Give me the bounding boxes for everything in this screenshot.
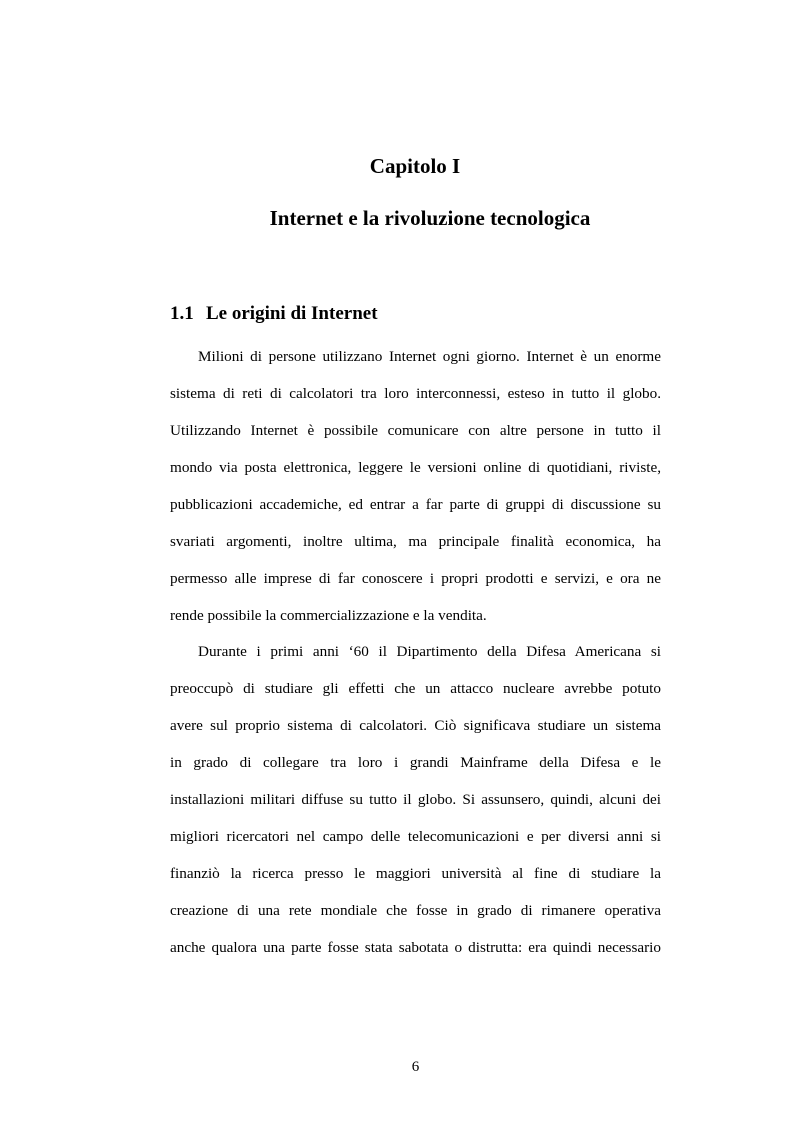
text-line: creazione di una rete mondiale che fosse in grado di rimanere operativa (170, 902, 661, 919)
chapter-label: Capitolo I (369, 154, 461, 178)
text-line: svariati argomenti, inoltre ultima, ma principale finalità economica, ha (170, 533, 661, 550)
text-line: Utilizzando Internet è possibile comunicare con altre persone in tutto il (170, 422, 661, 439)
chapter-title: Internet e la rivoluzione tecnologica (269, 206, 591, 230)
text-line: finanziò la ricerca presso le maggiori università al fine di studiare la (170, 865, 661, 882)
text-line: avere sul proprio sistema di calcolatori. Ciò significava studiare un sistema (170, 717, 661, 734)
text-line: Durante i primi anni ‘60 il Dipartimento della Difesa Americana si (198, 643, 661, 660)
text-line: pubblicazioni accademiche, ed entrar a far parte di gruppi di discussione su (170, 496, 661, 513)
text-line: mondo via posta elettronica, leggere le versioni online di quotidiani, riviste, (170, 459, 661, 476)
text-line: in grado di collegare tra loro i grandi Mainframe della Difesa e le (170, 754, 661, 771)
paragraph-1 (170, 338, 661, 634)
text-line: permesso alle imprese di far conoscere i propri prodotti e servizi, e ora ne (170, 570, 661, 587)
section-number: 1.1 (170, 303, 194, 324)
text-line: sistema di reti di calcolatori tra loro interconnessi, esteso in tutto il globo. (170, 385, 661, 402)
text-line: anche qualora una parte fosse stata sabotata o distrutta: era quindi necessario (170, 939, 661, 956)
text-line: rende possibile la commercializzazione e la vendita. (170, 607, 487, 624)
text-line: migliori ricercatori nel campo delle telecomunicazioni e per diversi anni si (170, 828, 661, 845)
page-number: 6 (411, 1059, 420, 1075)
text-line: Milioni di persone utilizzano Internet ogni giorno. Internet è un enorme (198, 348, 661, 365)
section-title: Le origini di Internet (206, 303, 378, 324)
text-line: preoccupò di studiare gli effetti che un attacco nucleare avrebbe potuto (170, 680, 661, 697)
section-heading (170, 302, 378, 326)
text-line: installazioni militari diffuse su tutto il globo. Si assunsero, quindi, alcuni dei (170, 791, 661, 808)
paragraph-2 (170, 633, 661, 966)
